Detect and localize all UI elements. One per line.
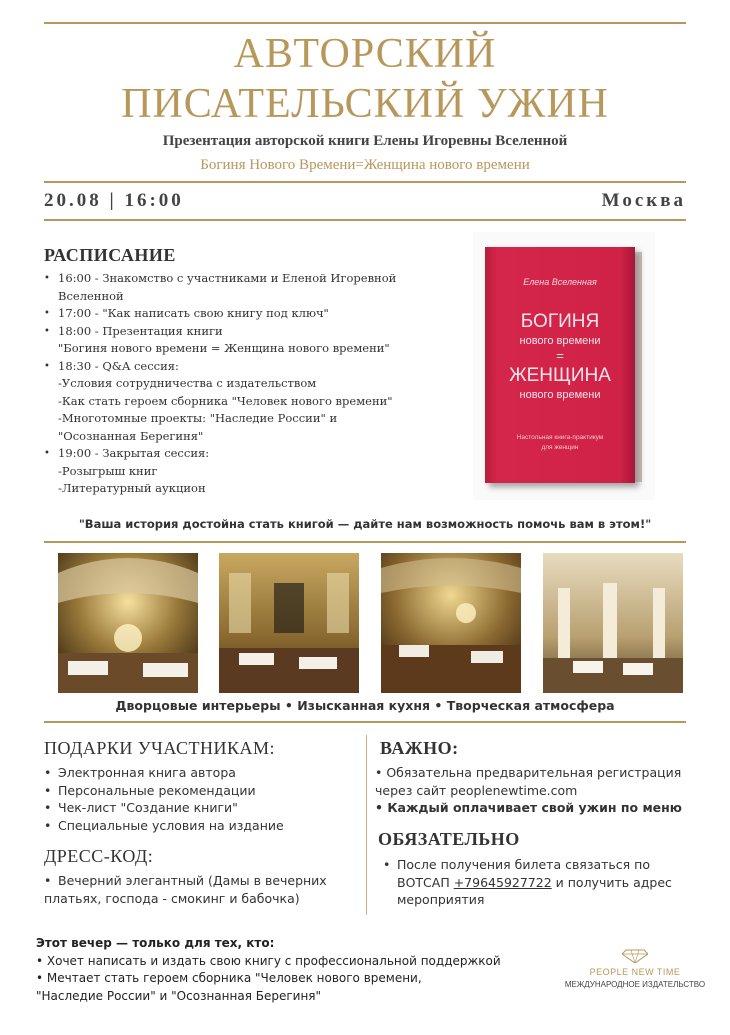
schedule-line: "Богиня нового времени = Женщина нового времени" (58, 341, 390, 355)
footer-line-1: • Хочет написать и издать свою книгу с профессиональной поддержкой (36, 953, 501, 968)
publisher-logo (560, 948, 710, 989)
top-divider (44, 22, 686, 24)
gift-item: • Чек-лист "Создание книги" (44, 799, 364, 817)
schedule-line: • 17:00 - "Как написать свою книгу под ключ" (44, 305, 444, 323)
mandatory-whatsapp-label: ВОТСАП (397, 874, 454, 890)
footer-line-2: • Мечтает стать героем сборника "Человек нового времени, (36, 971, 422, 985)
important-item-1-line-2: через сайт peoplenewtime.com (375, 782, 578, 798)
book-author: Елена Вселенная (523, 277, 597, 287)
schedule-heading: РАСПИСАНИЕ (44, 245, 176, 265)
gift-item: • Специальные условия на издание (44, 817, 364, 835)
dresscode-text (44, 872, 364, 907)
dresscode-line-2: платьях, господа - смокинг и бабочка) (44, 890, 300, 906)
schedule-line: -Как стать героем сборника "Человек нового времени" (58, 393, 393, 408)
book-word-2-sub: нового времени (519, 389, 601, 401)
footer-line-3: "Наследие России" и "Осознанная Берегиня" (36, 988, 322, 1003)
date-bar (44, 190, 686, 212)
book-tagline-2: для женщин (541, 444, 579, 451)
title-line-1: АВТОРСКИЙ (233, 31, 497, 77)
mandatory-text (383, 856, 703, 909)
mandatory-line-1: • После получения билета связаться по (383, 856, 703, 874)
gifts-list (44, 764, 364, 834)
book-cover-image (473, 232, 655, 500)
important-item-2: • Каждый оплачивает свой ужин по меню (375, 800, 682, 815)
event-date: 20.08 (44, 190, 102, 211)
schedule-line: • 16:00 - Знакомство с участниками и Еленой Игоревной (44, 270, 444, 288)
photos-caption: Дворцовые интерьеры • Изысканная кухня • Творческая атмосфера (115, 698, 615, 713)
event-city: Москва (601, 190, 686, 211)
dresscode-line-1: • Вечерний элегантный (Дамы в вечерних (44, 872, 364, 890)
photo-palace-hall-2 (219, 553, 359, 693)
book-pages-edge (635, 252, 642, 482)
book-word-1-sub: нового времени (519, 335, 601, 347)
schedule-line: -Литературный аукцион (58, 481, 206, 495)
photo-palace-hall-4 (543, 553, 683, 693)
important-heading: ВАЖНО: (380, 738, 459, 758)
mandatory-line-2 (383, 874, 703, 892)
schedule-line: "Осознанная Берегиня" (58, 428, 204, 443)
gift-item: • Персональные рекомендации (44, 782, 364, 800)
schedule-line: -Условия сотрудничества с издательством (58, 376, 317, 390)
info-divider (44, 721, 686, 723)
schedule-line: • 19:00 - Закрытая сессия: (44, 445, 444, 463)
date-separator: | (109, 190, 117, 211)
book-word-2: ЖЕНЩИНА (509, 365, 611, 386)
photo-palace-hall-3 (381, 553, 521, 693)
title-line-2: ПИСАТЕЛЬСКИЙ УЖИН (121, 81, 609, 127)
book-cover (485, 247, 635, 483)
photo-palace-hall-1 (58, 553, 198, 693)
schedule-line: -Розыгрыш книг (58, 463, 158, 478)
gifts-heading: ПОДАРКИ УЧАСТНИКАМ: (44, 738, 275, 758)
gift-item: • Электронная книга автора (44, 764, 364, 782)
important-list (375, 764, 705, 817)
whatsapp-phone-link[interactable]: +79645927722 (453, 874, 552, 890)
footer-heading: Этот вечер — только для тех, кто: (36, 936, 275, 950)
mandatory-heading: ОБЯЗАТЕЛЬНО (378, 829, 520, 849)
column-divider (366, 735, 367, 915)
dresscode-heading: ДРЕСС-КОД: (44, 846, 154, 866)
book-equals: = (556, 348, 564, 363)
date-top-divider (44, 181, 686, 183)
publisher-name: PEOPLE NEW TIME (589, 967, 681, 977)
schedule-line: -Многотомные проекты: "Наследие России" и (58, 411, 338, 425)
schedule-line: Вселенной (58, 288, 124, 303)
book-title-subtitle: Богиня Нового Времени=Женщина нового времени (200, 157, 530, 173)
presentation-subtitle: Презентация авторской книги Елены Игоревны Вселенной (162, 133, 568, 149)
diamond-icon (622, 949, 648, 963)
mandatory-line-2-end: и получить адрес (551, 874, 672, 890)
quote: "Ваша история достойна стать книгой — дайте нам возможность помочь вам в этом!" (78, 517, 652, 531)
schedule-list (44, 270, 444, 498)
mandatory-line-3: мероприятия (397, 892, 485, 907)
footer-text (36, 935, 501, 1005)
publisher-tagline: МЕЖДУНАРОДНОЕ ИЗДАТЕЛЬСТВО (564, 980, 706, 989)
schedule-line: • 18:30 - Q&A сессия: (44, 358, 444, 376)
event-time: 16:00 (124, 190, 184, 211)
date-bottom-divider (44, 219, 686, 221)
book-word-1: БОГИНЯ (520, 311, 600, 332)
photos-divider (44, 541, 686, 543)
schedule-line: • 18:00 - Презентация книги (44, 323, 444, 341)
book-tagline-1: Настольная книга-практикум (516, 434, 604, 441)
important-item-1-line-1: • Обязательна предварительная регистрация (375, 765, 682, 780)
